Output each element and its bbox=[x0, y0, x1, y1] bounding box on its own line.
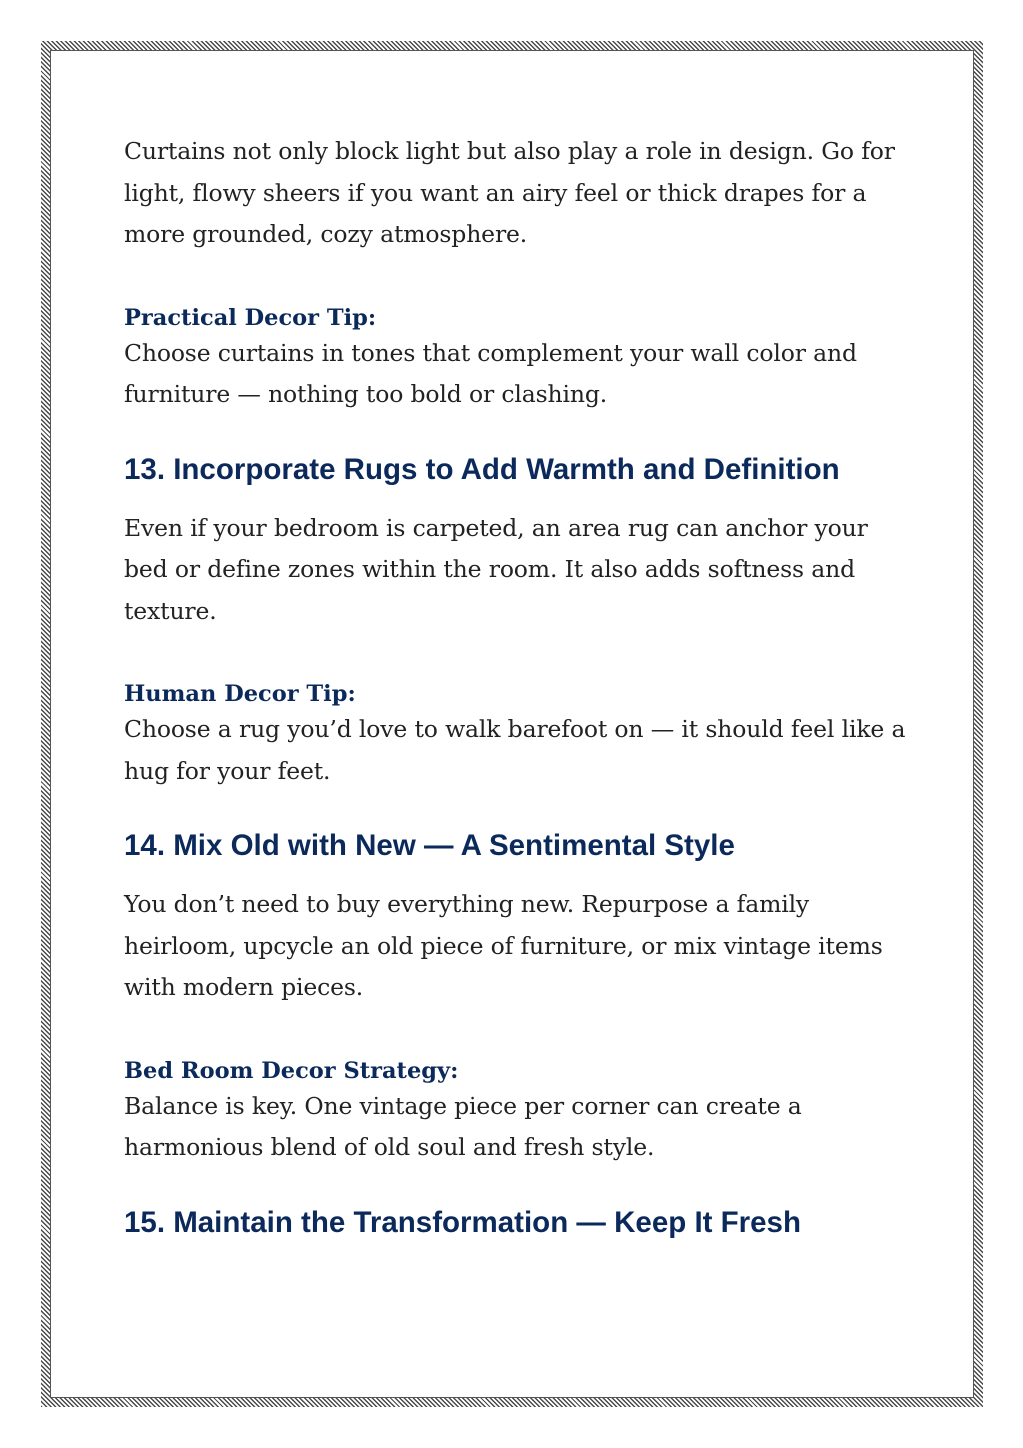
bed-room-decor-strategy-label: Bed Room Decor Strategy: bbox=[124, 1057, 459, 1084]
intro-paragraph: Curtains not only block light but also play a role in design. Go for light, flowy sheers if you want an airy feel or thick drapes for a more grounded, cozy atmosphere. bbox=[124, 137, 895, 248]
practical-decor-tip-text: Choose curtains in tones that complement your wall color and furniture — nothing too bold or clashing. bbox=[124, 338, 857, 408]
practical-decor-tip-label: Practical Decor Tip: bbox=[124, 304, 377, 331]
section-14-paragraph: You don’t need to buy everything new. Repurpose a family heirloom, upcycle an old piece of furniture, or mix vintage items with modern pieces. bbox=[124, 890, 883, 1001]
bed-room-decor-strategy-text: Balance is key. One vintage piece per corner can create a harmonious blend of old soul and fresh style. bbox=[124, 1091, 802, 1161]
section-15-heading: 15. Maintain the Transformation — Keep It Fresh bbox=[124, 1205, 801, 1239]
human-decor-tip-text: Choose a rug you’d love to walk barefoot on — it should feel like a hug for your feet. bbox=[124, 715, 906, 785]
section-13-heading: 13. Incorporate Rugs to Add Warmth and Definition bbox=[124, 452, 840, 486]
section-14-heading: 14. Mix Old with New — A Sentimental Style bbox=[124, 829, 735, 862]
human-decor-tip-label: Human Decor Tip: bbox=[124, 681, 356, 707]
section-13-paragraph: Even if your bedroom is carpeted, an area rug can anchor your bed or define zones within the room. It also adds softness and texture. bbox=[124, 513, 868, 625]
document-content bbox=[124, 131, 914, 1243]
